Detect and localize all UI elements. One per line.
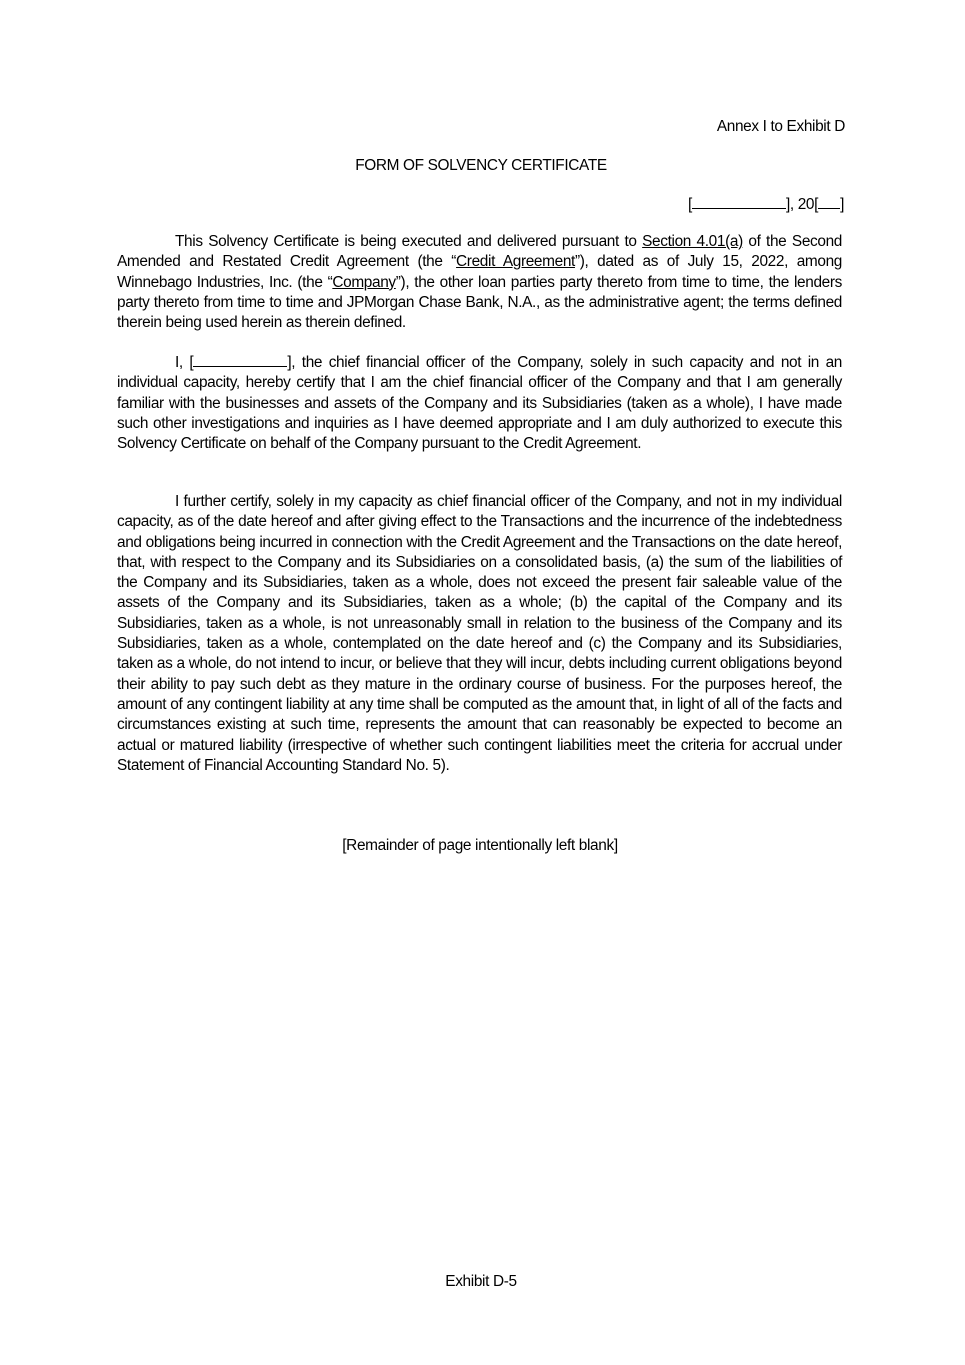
paragraph1-text-1: This Solvency Certificate is being executed and delivered pursuant to [175,233,643,250]
company-term: Company [332,273,396,291]
year-blank [818,194,840,209]
section-reference: Section 4.01(a) [642,233,743,250]
paragraph-certification [117,352,842,454]
paragraph3-text: I further certify, solely in my capacity as chief financial officer of the Company, and not in my individual capacity, as of the date hereof and after giving effect to the Transactions and the incurrence of the indebtedness and obligations being incurred in connection with the Credit Agreement and the Transactions on the date hereof, that, with respect to the Company and its Subsidiaries on a consolidated basis, (a) the sum of the liabilities of the Company and its Subsidiaries, taken as a whole, does not exceed the present fair saleable value of the assets of the Company and its Subsidiaries, taken as a whole; (b) the capital of the Company and its Subsidiaries, taken as a whole, is not unreasonably small in relation to the business of the Company and its Subsidiaries, taken as a whole, contemplated on the date hereof and (c) the Company and its Subsidiaries, taken as a whole, do not intend to incur, or believe that they will incur, debts including current obligations beyond their ability to pay such debt as they mature in the ordinary course of business. For the purposes hereof, the amount of any contingent liability at any time shall be computed as the amount that, in light of all of the facts and circumstances existing at such time, represents the amount that can reasonably be expected to become an actual or matured liability (irrespective of whether such contingent liabilities meet the criteria for accrual under Statement of Financial Accounting Standard No. 5). [117,493,842,774]
paragraph1-text-4: ”), the other loan parties party thereto from time to time, the lenders party thereto from time to time and JPMorgan Chase Bank, N.A., as the administrative agent; the terms defined therein being used herein as therein defined. [117,273,842,332]
date-line [688,194,844,215]
paragraph-solvency [117,492,842,776]
date-bracket-close: ] [840,196,844,213]
paragraph1-text-2: of the Second Amended and Restated Credit Agreement (the “ [117,233,843,271]
page-footer: Exhibit D-5 [445,1273,517,1290]
officer-name-blank [193,352,287,367]
date-year-prefix: ], 20[ [785,196,819,213]
paragraph2-text-2: ], the chief financial officer of the Company, solely in such capacity and not in an individual capacity, hereby certify that I am the chief financial officer of the Company and that I am generally familiar with the businesses and assets of the Company and its Subsidiaries (taken as a whole), I have made such other investigations and inquiries as I have deemed appropriate and I am duly authorized to execute this Solvency Certificate on behalf of the Company pursuant to the Credit Agreement. [117,354,842,453]
paragraph1-text-3: ”), dated as of July 15, 2022, among Winnebago Industries, Inc. (the “ [117,253,842,291]
credit-agreement-term: Credit Agreement [456,253,575,271]
annex-label: Annex I to Exhibit D [716,118,845,135]
remainder-note: [Remainder of page intentionally left blank] [342,837,618,854]
page-title: FORM OF SOLVENCY CERTIFICATE [355,157,607,174]
date-blank [692,194,786,209]
paragraph-introduction [117,232,842,333]
paragraph2-text-1: I, [ [175,354,194,371]
date-bracket-open: [ [688,196,692,213]
